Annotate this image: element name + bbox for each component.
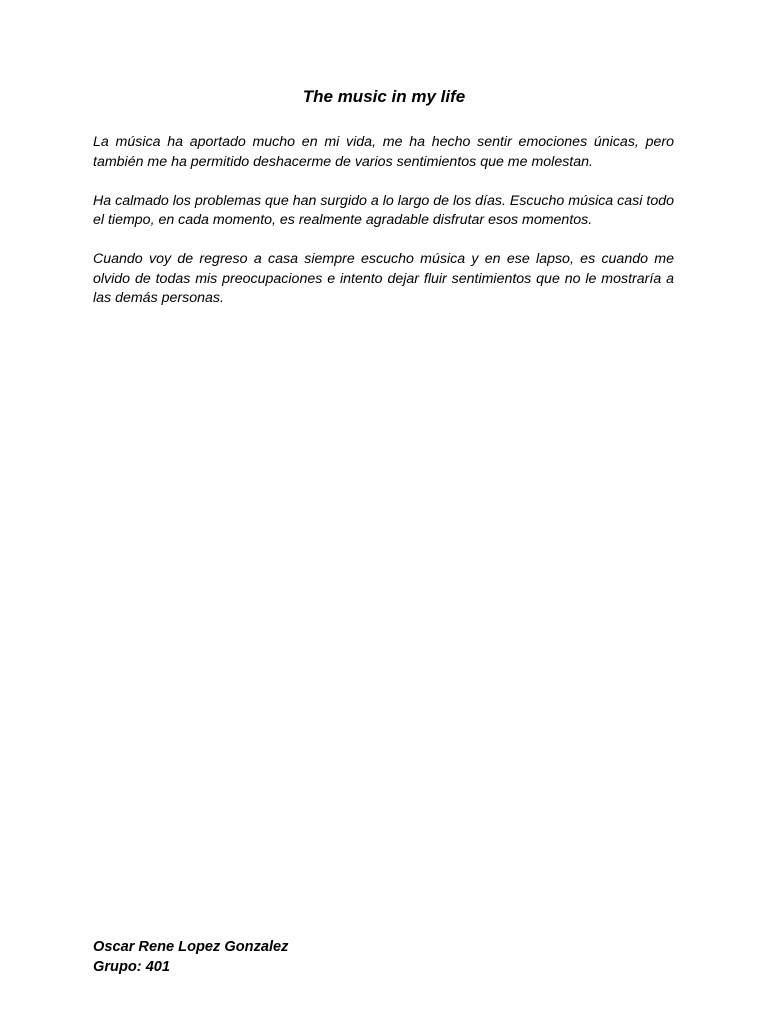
author-name: Oscar Rene Lopez Gonzalez — [93, 939, 289, 955]
document-title: The music in my life — [302, 87, 466, 106]
paragraph-3: Cuando voy de regreso a casa siempre escucho música y en ese lapso, es cuando me olvido de todas mis preocupaciones e intento dejar fluir sentimientos que no le mostraría a las demás personas. — [93, 251, 674, 306]
signature-block — [93, 937, 593, 977]
paragraph-2: Ha calmado los problemas que han surgido a lo largo de los días. Escucho música casi todo el tiempo, en cada momento, es realmente agradable disfrutar esos momentos. — [93, 192, 674, 228]
paragraph-1: La música ha aportado mucho en mi vida, me ha hecho sentir emociones únicas, pero también me ha permitido deshacerme de varios sentimientos que me molestan. — [93, 134, 674, 170]
group-label: Grupo: 401 — [93, 959, 171, 975]
document-body — [93, 133, 674, 328]
